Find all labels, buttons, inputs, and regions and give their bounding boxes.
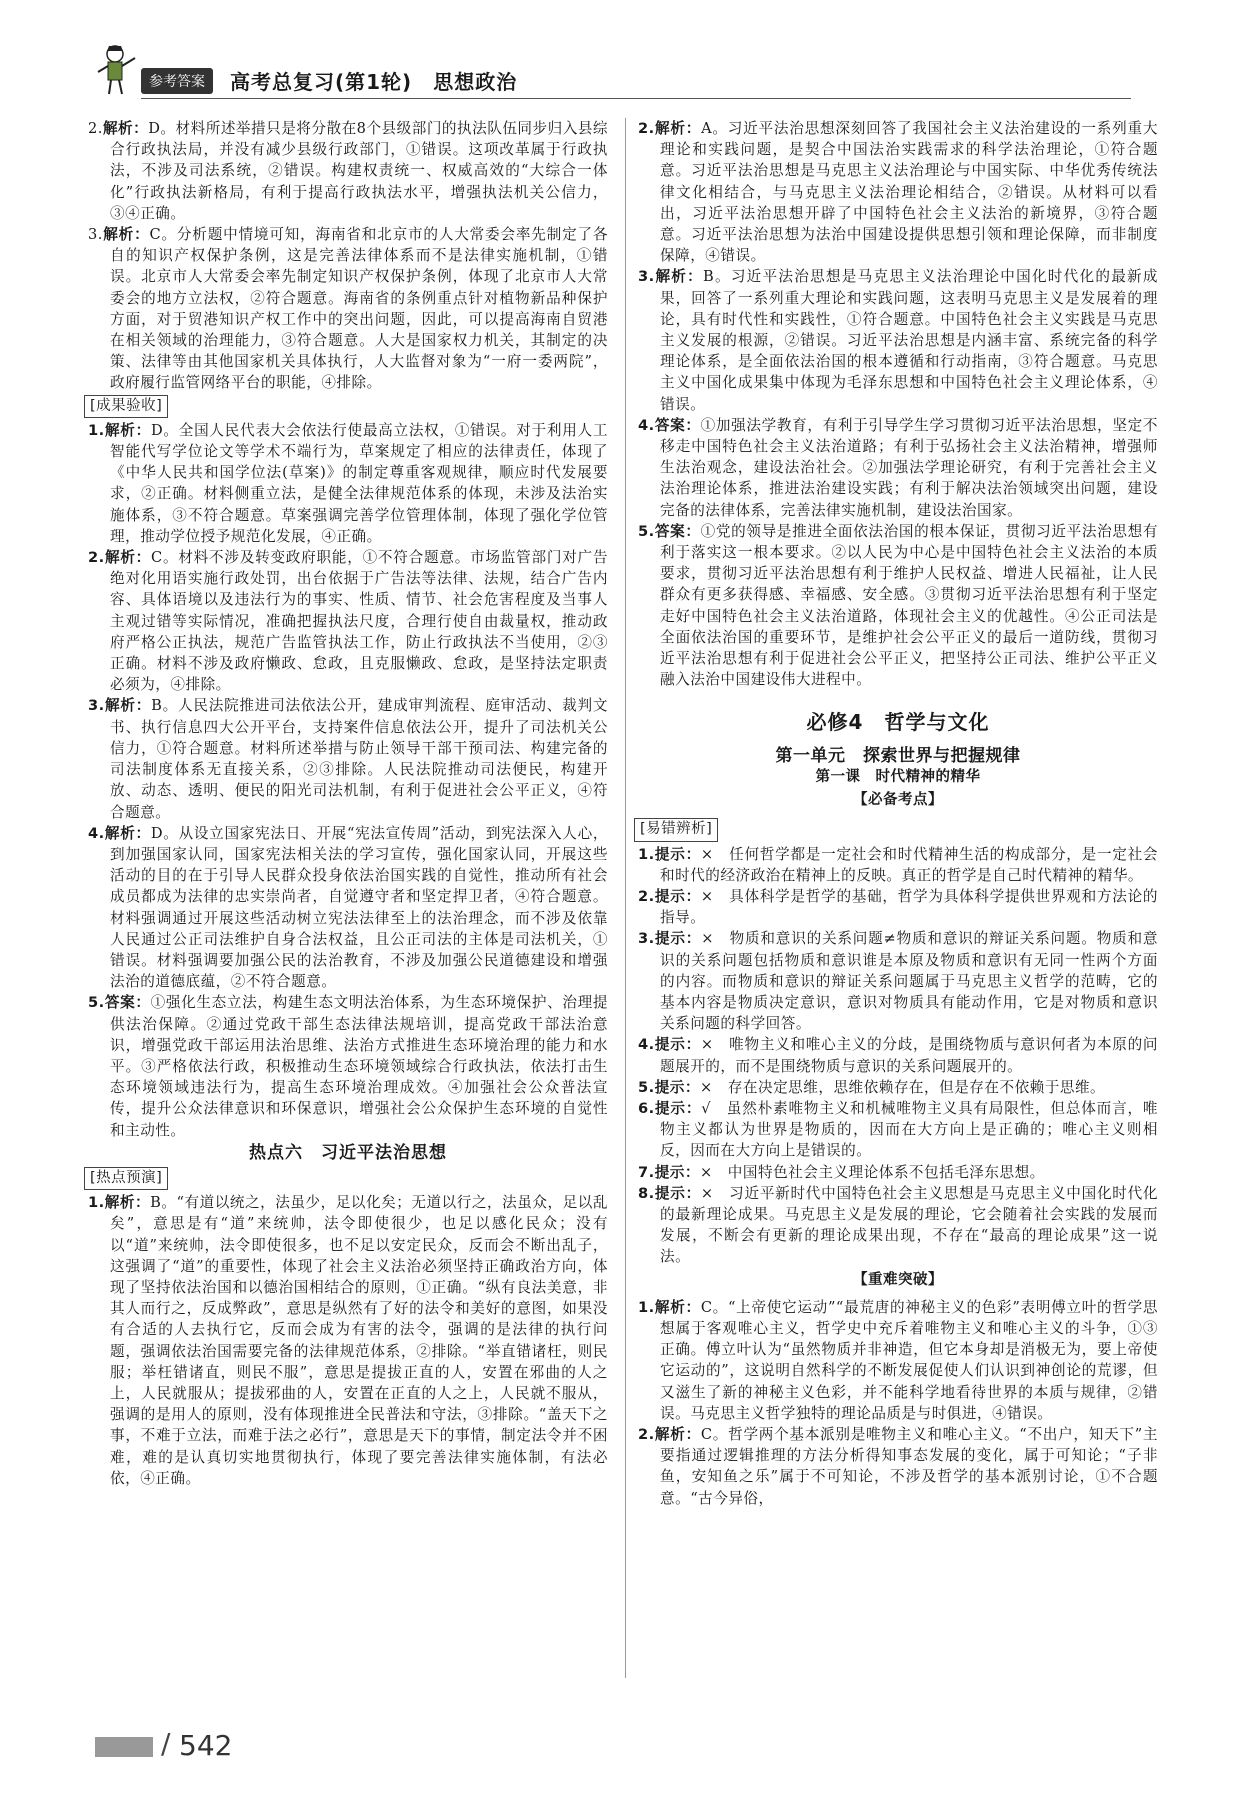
hint-item: 3.提示：× 物质和意识的关系问题≠物质和意识的辩证关系问题。物质和意识的关系问题包括物质和意识谁是本原及物质和意识有无同一性两个方面的内容。而物质和意识的辩证关系问题属于马克思主义哲学的范畴，它的基本内容是物质决定意识，意识对物质具有能动作用，它是对物质和意识关系问题的科学回答。 <box>638 930 1158 1033</box>
answer-item: 1.解析：C。“上帝使它运动”“最荒唐的神秘主义的色彩”表明傅立叶的哲学思想属于客观唯心主义，哲学史中充斥着唯物主义和唯心主义的斗争，①③正确。傅立叶认为“虽然物质并非神造，但它本身却是消极无为，要上帝使它运动的”，这说明自然科学的不断发展促使人们认识到神创论的荒谬，但又滋生了新的神秘主义色彩，并不能科学地看待世界的本质与规律，②错误。马克思主义哲学独特的理论品质是与时俱进，④错误。 <box>638 1298 1159 1422</box>
hint-item: 6.提示：√ 虽然朴素唯物主义和机械唯物主义具有局限性，但总体而言，唯物主义都认为世界是物质的，因而在大方向上是正确的；唯心主义则相反，因而在大方向上是错误的。 <box>638 1099 1158 1160</box>
column-divider <box>625 118 626 1678</box>
answer-item: 5.答案：①党的领导是推进全面依法治国的根本保证，贯彻习近平法治思想有利于落实这一根本要求。②以人民为中心是中国特色社会主义法治的本质要求，贯彻习近平法治思想有利于维护人民权益、增进人民福祉，让人民群众有更多获得感、幸福感、安全感。③贯彻习近平法治思想有利于坚定走好中国特色社会主义法治道路，体现社会主义的优越性。④公正司法是全面依法治国的重要环节，是维护社会公平正义的最后一道防线，贯彻习近平法治思想有利于促进社会公平正义，把坚持公正司法、维护公平正义融入法治中国建设伟大进程中。 <box>638 522 1158 689</box>
answer-item: 4.解析：D。从设立国家宪法日、开展“宪法宣传周”活动，到宪法深入人心，到加强国家认同，国家宪法相关法的学习宣传，强化国家认同，开展这些活动的目的在于引导人民群众投身依法治国实践的自觉性，推动所有社会成员都成为法律的忠实崇尚者，自觉遵守者和坚定捍卫者，④符合题意。材料强调通过开展这些活动树立宪法法律至上的法治理念，而不涉及依靠人民通过公正司法维护自身合法权益，且公正司法的主体是司法机关，①错误。材料强调要加强公民的法治教育，不涉及加强公民道德建设和增强法治的道德底蕴，②不符合题意。 <box>88 824 609 991</box>
left-column <box>88 118 608 1489</box>
mascot-icon <box>95 42 141 100</box>
answer-item: 5.答案：①强化生态立法，构建生态文明法治体系，为生态环境保护、治理提供法治保障。②通过党政干部生态法律法规培训，提高党政干部法治意识，增强党政干部运用法治思维、法治方式推进生态环境治理的能力和水平。③严格依法行政，积极推动生态环境领域综合行政执法，依法打击生态环境领域违法行为，提高生态环境治理成效。④加强社会公众普法宣传，提升公众法律意识和环保意识，增强社会公众保护生态环境的自觉性和主动性。 <box>88 994 608 1139</box>
answer-item: 3.解析：B。习近平法治思想是马克思主义法治理论中国化时代化的最新成果，回答了一系列重大理论和实践问题，这表明马克思主义是发展着的理论，具有时代性和实践性，①符合题意。中国特色社会主义实践是马克思主义发展的根源，②错误。习近平法治思想是内涵丰富、系统完备的科学理论体系，是全面依法治国的根本遵循和行动指南，③符合题意。马克思主义中国化成果集中体现为毛泽东思想和中国特色社会主义理论体系，④错误。 <box>638 268 1158 413</box>
answer-item: 1.解析：D。全国人民代表大会依法行使最高立法权，①错误。对于利用人工智能代写学位论文等学术不端行为，草案规定了相应的法律责任，体现了《中华人民共和国学位法(草案)》的制定尊重客观规律，顺应时代发展要求，②正确。材料侧重立法，是健全法律规范体系的体现，未涉及法治实施体系，③不符合题意。草案强调完善学位管理体制，体现了强化学位管理，推动学位授予规范化发展，④正确。 <box>88 421 608 545</box>
header-divider <box>141 98 1131 99</box>
section-label-preview: [热点预演] <box>84 1167 168 1190</box>
hotspot-heading: 热点六 习近平法治思想 <box>249 1142 447 1163</box>
answer-item: 1.解析：B。“有道以统之，法虽少，足以化矣；无道以行之，法虽众，足以乱矣”，意思是有“道”来统帅，法令即使很少，也足以感化民众；没有以“道”来统帅，法令即使很多，也不足以安定民众，反而会不断出乱子，这强调了“道”的重要性，体现了社会主义法治必须坚持正确政治方向，体现了坚持依法治国和以德治国相结合的原则，①正确。“纵有良法美意，非其人而行之，反成弊政”，意思是纵然有了好的法令和美好的意图，如果没有合适的人去执行它，反而会成为有害的法令，强调的是法律的执行问题，强调依法治国需要完备的法律规范体系，②排除。“举直错诸枉，则民服；举枉错诸直，则民不服”，意思是提拔正直的人，安置在邪曲的人之上，人民就服从；提拔邪曲的人，安置在正直的人之上，人民就不服从，强调的是用人的原则，没有体现推进全民普法和守法，③排除。“盖天下之事，不难于立法，而难于法之必行”，意思是天下的事情，制定法令并不困难，难的是认真切实地贯彻执行，体现了要完善法律实施体制，有法必依，④正确。 <box>88 1194 608 1487</box>
answer-item: 3.解析：C。分析题中情境可知，海南省和北京市的人大常委会率先制定了各自的知识产权保护条例，这是完善法律体系而不是法律实施机制，①错误。北京市人大常委会率先制定知识产权保护条例，体现了北京市人大常委会的地方立法权，②符合题意。海南省的条例重点针对植物新品种保护方面，对于贸港知识产权工作中的突出问题，因此，可以提高海南自贸港在相关领域的治理能力，③符合题意。人大是国家权力机关，其制定的决策、法律等由其他国家机关具体执行，人大监督对象为“一府一委两院”，政府履行监管网络平台的职能，④排除。 <box>88 226 608 392</box>
page-footer <box>95 1727 395 1767</box>
page-number: 542 <box>179 1729 233 1762</box>
answer-item: 2.解析：D。材料所述举措只是将分散在8个县级部门的执法队伍同步归入县综合行政执法局，并没有减少县级行政部门，①错误。这项改革属于行政执法，不涉及司法系统，②错误。构建权责统一、权威高效的“大综合一体化”行政执法新格局，有利于提高行政执法水平，增强执法机关公信力，③④正确。 <box>88 120 608 222</box>
hint-item: 8.提示：× 习近平新时代中国特色社会主义思想是马克思主义中国化时代化的最新理论成果。马克思主义是发展的理论，它会随着社会实践的发展而发展，不断会有更新的理论成果出现，不存在“最高的理论成果”这一说法。 <box>638 1184 1159 1266</box>
hint-item: 4.提示：× 唯物主义和唯心主义的分歧，是围绕物质与意识何者为本原的问题展开的，而不是围绕物质与意识的关系问题展开的。 <box>638 1036 1159 1075</box>
lesson-heading: 第一课 时代精神的精华 <box>815 768 981 785</box>
answer-item: 2.解析：C。哲学两个基本派别是唯物主义和唯心主义。“不出户，知天下”主要指通过逻辑推理的方法分析得知事态发展的变化，属于可知论；“子非鱼，安知鱼之乐”属于不可知论，不涉及哲学的基本派别讨论，①不合题意。“古今异俗， <box>638 1425 1159 1507</box>
answer-badge: 参考答案 <box>141 68 213 94</box>
page-number-bar <box>95 1737 153 1757</box>
page-header <box>95 58 1155 98</box>
book-title: 高考总复习(第1轮) 思想政治 <box>230 70 518 94</box>
answer-item: 3.解析：B。人民法院推进司法依法公开，建成审判流程、庭审活动、裁判文书、执行信息四大公开平台，支持案件信息依法公开，提升了司法机关公信力，①符合题意。材料所述举措与防止领导干部干预司法、构建完备的司法制度体系无直接关系，②③排除。人民法院推动司法便民，构建开放、动态、透明、便民的阳光司法机制，有利于促进社会公平正义，④符合题意。 <box>88 697 609 821</box>
module-heading: 必修4 哲学与文化 <box>806 710 990 735</box>
hint-item: 2.提示：× 具体科学是哲学的基础，哲学为具体科学提供世界观和方法论的指导。 <box>638 887 1159 927</box>
right-column <box>638 118 1158 1509</box>
unit-heading: 第一单元 探索世界与把握规律 <box>775 745 1021 766</box>
section-label-errors: [易错辨析] <box>634 818 718 841</box>
page-slash: / <box>161 1727 171 1760</box>
answer-item: 2.解析：C。材料不涉及转变政府职能，①不符合题意。市场监管部门对广告绝对化用语实施行政处罚，出台依据于广告法等法律、法规，结合广告内容、具体语境以及违法行为的事实、性质、情节、社会危害程度及当事人主观过错等实际情况，准确把握执法尺度，合理行使自由裁量权，推动政府严格公正执法，规范广告监管执法工作，防止行政执法不当使用，②③正确。材料不涉及政府懒政、怠政，且克服懒政、怠政，是坚持法定职责必须为，④排除。 <box>88 549 608 694</box>
section-label-results: [成果验收] <box>84 395 168 418</box>
difficulty-heading: 【重难突破】 <box>853 1271 943 1288</box>
hint-item: 7.提示：× 中国特色社会主义理论体系不包括毛泽东思想。 <box>638 1163 1045 1181</box>
answer-item: 2.解析：A。习近平法治思想深刻回答了我国社会主义法治建设的一系列重大理论和实践问题，是契合中国法治实践需求的科学法治理论，①符合题意。习近平法治思想是马克思主义法治理论与中国实际、中华优秀传统法律文化相结合，与马克思主义法治理论相结合，②错误。从材料可以看出，习近平法治思想开辟了中国特色社会主义法治的新境界，③符合题意。习近平法治思想为法治中国建设提供思想引领和理论保障，而非制度保障，④错误。 <box>638 120 1158 265</box>
hint-item: 1.提示：× 任何哲学都是一定社会和时代精神生活的构成部分，是一定社会和时代的经济政治在精神上的反映。真正的哲学是自己时代精神的精华。 <box>638 845 1159 884</box>
hint-item: 5.提示：× 存在决定思维，思维依赖存在，但是存在不依赖于思维。 <box>638 1078 1106 1096</box>
answer-item: 4.答案：①加强法学教育，有利于引导学生学习贯彻习近平法治思想，坚定不移走中国特色社会主义法治道路；有利于弘扬社会主义法治精神，增强师生法治观念，建设法治社会。②加强法学理论研究，有利于完善社会主义法治理论体系，推进法治建设实践；有利于解决法治领域突出问题，建设完备的法律体系，完善法律实施机制，建设法治国家。 <box>638 416 1158 519</box>
key-points-heading: 【必备考点】 <box>853 792 943 809</box>
